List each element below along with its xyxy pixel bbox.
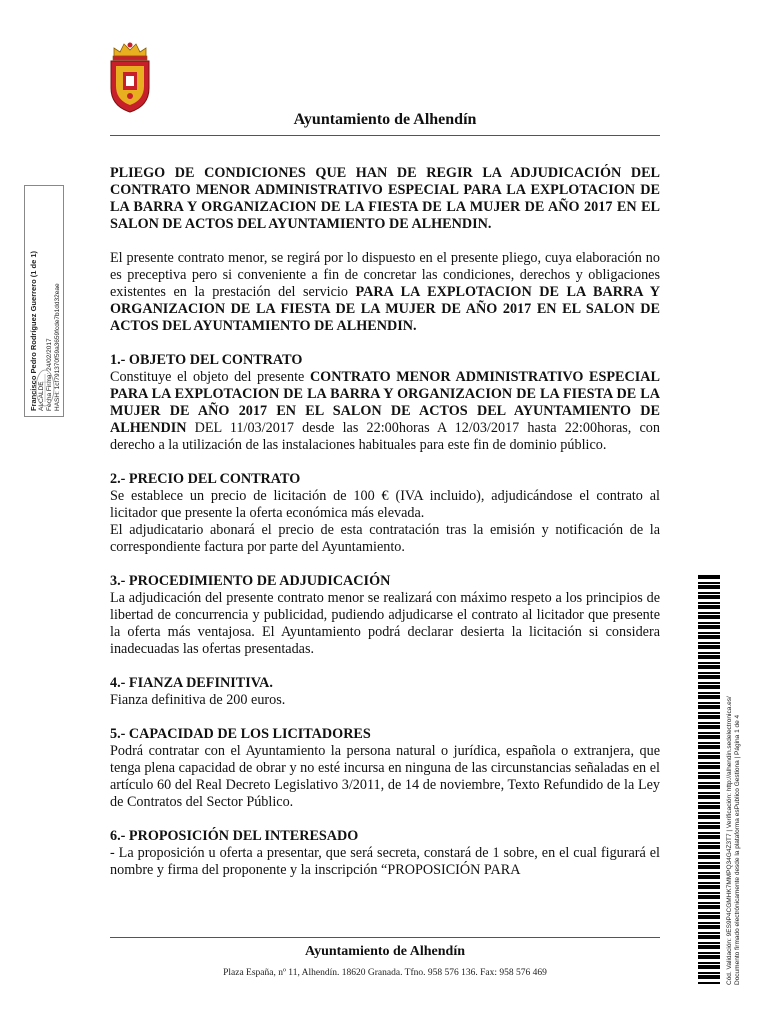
barcode-bar	[698, 832, 720, 834]
barcode-bar	[698, 815, 720, 819]
barcode-bar	[698, 632, 720, 634]
barcode-bar	[698, 935, 720, 939]
signature-stamp-icon	[33, 366, 57, 410]
barcode-bar	[698, 972, 720, 974]
barcode-bar	[698, 712, 720, 714]
barcode-bar	[698, 595, 720, 599]
barcode-bar	[698, 742, 720, 744]
barcode-bar	[698, 622, 720, 624]
section-fianza-p1: Fianza definitiva de 200 euros.	[110, 692, 286, 708]
barcode-bar	[698, 592, 720, 594]
signature-box	[24, 185, 64, 417]
barcode-bar	[698, 872, 720, 874]
barcode-bar	[698, 842, 720, 844]
barcode-bar	[698, 855, 720, 859]
barcode-bar	[698, 792, 720, 794]
barcode-bar	[698, 612, 720, 614]
document-body	[110, 165, 660, 879]
verification-line-1: Cód. Validación: 9ES9P4CGMHK7MMPQ34G4Z3T7 | Verificación: http://alhendin.sedelectronica.es/	[726, 696, 733, 985]
barcode-bar	[698, 775, 720, 779]
barcode-bar	[698, 675, 720, 679]
barcode-bar	[698, 785, 720, 789]
barcode-bar	[698, 695, 720, 699]
barcode-bar	[698, 685, 720, 689]
barcode-bar	[698, 952, 720, 954]
barcode-bar	[698, 642, 720, 644]
barcode-bar	[698, 765, 720, 769]
barcode-bar	[698, 912, 720, 914]
section-heading-procedimiento: 3.- PROCEDIMIENTO DE ADJUDICACIÓN	[110, 573, 391, 589]
barcode-bar	[698, 922, 720, 924]
barcode-bar	[698, 745, 720, 749]
barcode-bar	[698, 702, 720, 704]
barcode-bar	[698, 762, 720, 764]
barcode-bar	[698, 955, 720, 959]
section-heading-objeto: 1.- OBJETO DEL CONTRATO	[110, 352, 303, 368]
barcode-bar	[698, 735, 720, 739]
barcode-bar	[698, 672, 720, 674]
barcode-bar	[698, 895, 720, 899]
barcode-bar	[698, 975, 720, 979]
signature-date: Fecha Firma: 24/02/2017	[46, 338, 53, 411]
barcode-bar	[698, 725, 720, 729]
barcode-bar	[698, 682, 720, 684]
barcode-bar	[698, 662, 720, 664]
barcode-bar	[698, 835, 720, 839]
barcode-bar	[698, 665, 720, 669]
section-heading-capacidad: 5.- CAPACIDAD DE LOS LICITADORES	[110, 726, 371, 742]
barcode-bar	[698, 945, 720, 949]
barcode-bar	[698, 715, 720, 719]
section-precio-p1: Se establece un precio de licitación de 100 € (IVA incluido), adjudicándose el contrato al licitador que presente la oferta económica más elevada.	[110, 488, 660, 521]
barcode-bar	[698, 652, 720, 654]
section-heading-proposicion: 6.- PROPOSICIÓN DEL INTERESADO	[110, 828, 359, 844]
barcode-bar	[698, 822, 720, 824]
barcode-bar	[698, 932, 720, 934]
section-heading-fianza: 4.- FIANZA DEFINITIVA.	[110, 675, 273, 691]
barcode-bar	[698, 882, 720, 884]
verification-line-2: Documento firmado electrónicamente desde la plataforma esPublico Gestiona | Página 1 de 4	[734, 714, 741, 985]
signer-role: ALCALDE	[38, 381, 45, 411]
barcode-bar	[698, 852, 720, 854]
barcode-bar	[698, 915, 720, 919]
barcode-bar	[698, 925, 720, 929]
section-heading-precio: 2.- PRECIO DEL CONTRATO	[110, 471, 301, 487]
barcode-bar	[698, 582, 720, 584]
header-divider	[110, 135, 660, 136]
barcode-bar	[698, 845, 720, 849]
barcode-bar	[698, 902, 720, 904]
section-proposicion-p1: - La proposición u oferta a presentar, que será secreta, constará de 1 sobre, en el cual figurará el nombre y firma del proponente y la inscripción “PROPOSICIÓN PARA	[110, 845, 660, 878]
barcode-bar	[698, 862, 720, 864]
signer-name: Francisco Pedro Rodríguez Guerrero (1 de 1)	[29, 250, 38, 411]
barcode-bar	[698, 755, 720, 759]
barcode-bar	[698, 752, 720, 754]
objeto-text-a: Constituye el objeto del presente	[110, 369, 310, 385]
barcode-icon	[698, 575, 720, 985]
coat-of-arms-icon	[106, 40, 154, 114]
barcode-bar	[698, 875, 720, 879]
document-title: PLIEGO DE CONDICIONES QUE HAN DE REGIR LA ADJUDICACIÓN DEL CONTRATO MENOR ADMINISTRATIVO ESPECIAL PARA LA EXPLOTACION DE LA BARRA Y ORGANIZACION DE LA FIESTA DE LA MUJER DE AÑO 2017 EN EL SALON DE ACTOS DEL AYUNTAMIENTO DE ALHENDIN.	[110, 165, 660, 232]
barcode-bar	[698, 575, 720, 579]
barcode-bar	[698, 905, 720, 909]
barcode-bar	[698, 892, 720, 894]
barcode-bar	[698, 982, 720, 984]
section-objeto-text	[110, 369, 660, 454]
barcode-bar	[698, 655, 720, 659]
barcode-bar	[698, 812, 720, 814]
barcode-bar	[698, 625, 720, 629]
footer-address: Plaza España, nº 11, Alhendín. 18620 Granada. Tfno. 958 576 136. Fax: 958 576 469	[223, 968, 547, 978]
footer-divider	[110, 937, 660, 938]
barcode-bar	[698, 942, 720, 944]
section-precio-p2: El adjudicatario abonará el precio de esta contratación tras la emisión y notificación de la correspondiente factura por parte del Ayuntamiento.	[110, 522, 660, 555]
barcode-bar	[698, 722, 720, 724]
barcode-bar	[698, 805, 720, 809]
verification-text	[726, 575, 742, 985]
barcode-bar	[698, 965, 720, 969]
section-procedimiento-p1: La adjudicación del presente contrato menor se realizará con máximo respeto a los principios de libertad de concurrencia y publicidad, pudiendo adjudicarse el contrato al licitador que presente la oferta más ventajosa. El Ayuntamiento podrá declarar desierta la licitación si considera inadecuadas las ofertas presentadas.	[110, 590, 660, 657]
objeto-text-bold: CONTRATO MENOR ADMINISTRATIVO ESPECIAL PARA LA EXPLOTACION DE LA BARRA Y ORGANIZACION DE LA FIESTA DE LA MUJER DE AÑO 2017 EN EL SALON DE ACTOS DEL AYUNTAMIENTO DE ALHENDIN	[110, 369, 660, 436]
barcode-bar	[698, 795, 720, 799]
barcode-bar	[698, 962, 720, 964]
barcode-bar	[698, 885, 720, 889]
footer-title: Ayuntamiento de Alhendín	[305, 944, 465, 959]
barcode-bar	[698, 692, 720, 694]
barcode-bar	[698, 782, 720, 784]
barcode-bar	[698, 615, 720, 619]
barcode-bar	[698, 802, 720, 804]
signature-hash: HASH: 1cf791370f59a3659fcde7b1dd32eae	[54, 283, 61, 411]
header-title: Ayuntamiento de Alhendín	[293, 111, 477, 128]
barcode-bar	[698, 705, 720, 709]
intro-bold: PARA LA EXPLOTACION DE LA BARRA Y ORGANIZACION DE LA FIESTA DE LA MUJER DE AÑO 2017 EN EL SALON DE ACTOS DEL AYUNTAMIENTO DE ALHENDIN.	[110, 284, 660, 334]
intro-paragraph	[110, 250, 660, 335]
barcode-bar	[698, 645, 720, 649]
section-capacidad-p1: Podrá contratar con el Ayuntamiento la persona natural o jurídica, española o extranjera, que tenga plena capacidad de obrar y no esté incursa en ninguna de las circunstancias señaladas en el artículo 60 del Real Decreto Legislativo 3/2011, de 14 de noviembre, Texto Refundido de la Ley de Contratos del Sector Público.	[110, 743, 660, 810]
barcode-bar	[698, 732, 720, 734]
barcode-bar	[698, 635, 720, 639]
barcode-bar	[698, 585, 720, 589]
objeto-text-b: DEL 11/03/2017 desde las 22:00horas A 12/03/2017 hasta 22:00horas, con derecho a la utilización de las instalaciones habituales para este fin de dominio público.	[110, 420, 660, 453]
barcode-bar	[698, 825, 720, 829]
barcode-bar	[698, 772, 720, 774]
barcode-bar	[698, 605, 720, 609]
intro-text: El presente contrato menor, se regirá por lo dispuesto en el presente pliego, cuya elaboración no es preceptiva pero si conveniente a fin de concretar las condiciones, derechos y obligaciones existentes en la prestación del servicio	[110, 250, 660, 300]
barcode-bar	[698, 602, 720, 604]
barcode-bar	[698, 865, 720, 869]
